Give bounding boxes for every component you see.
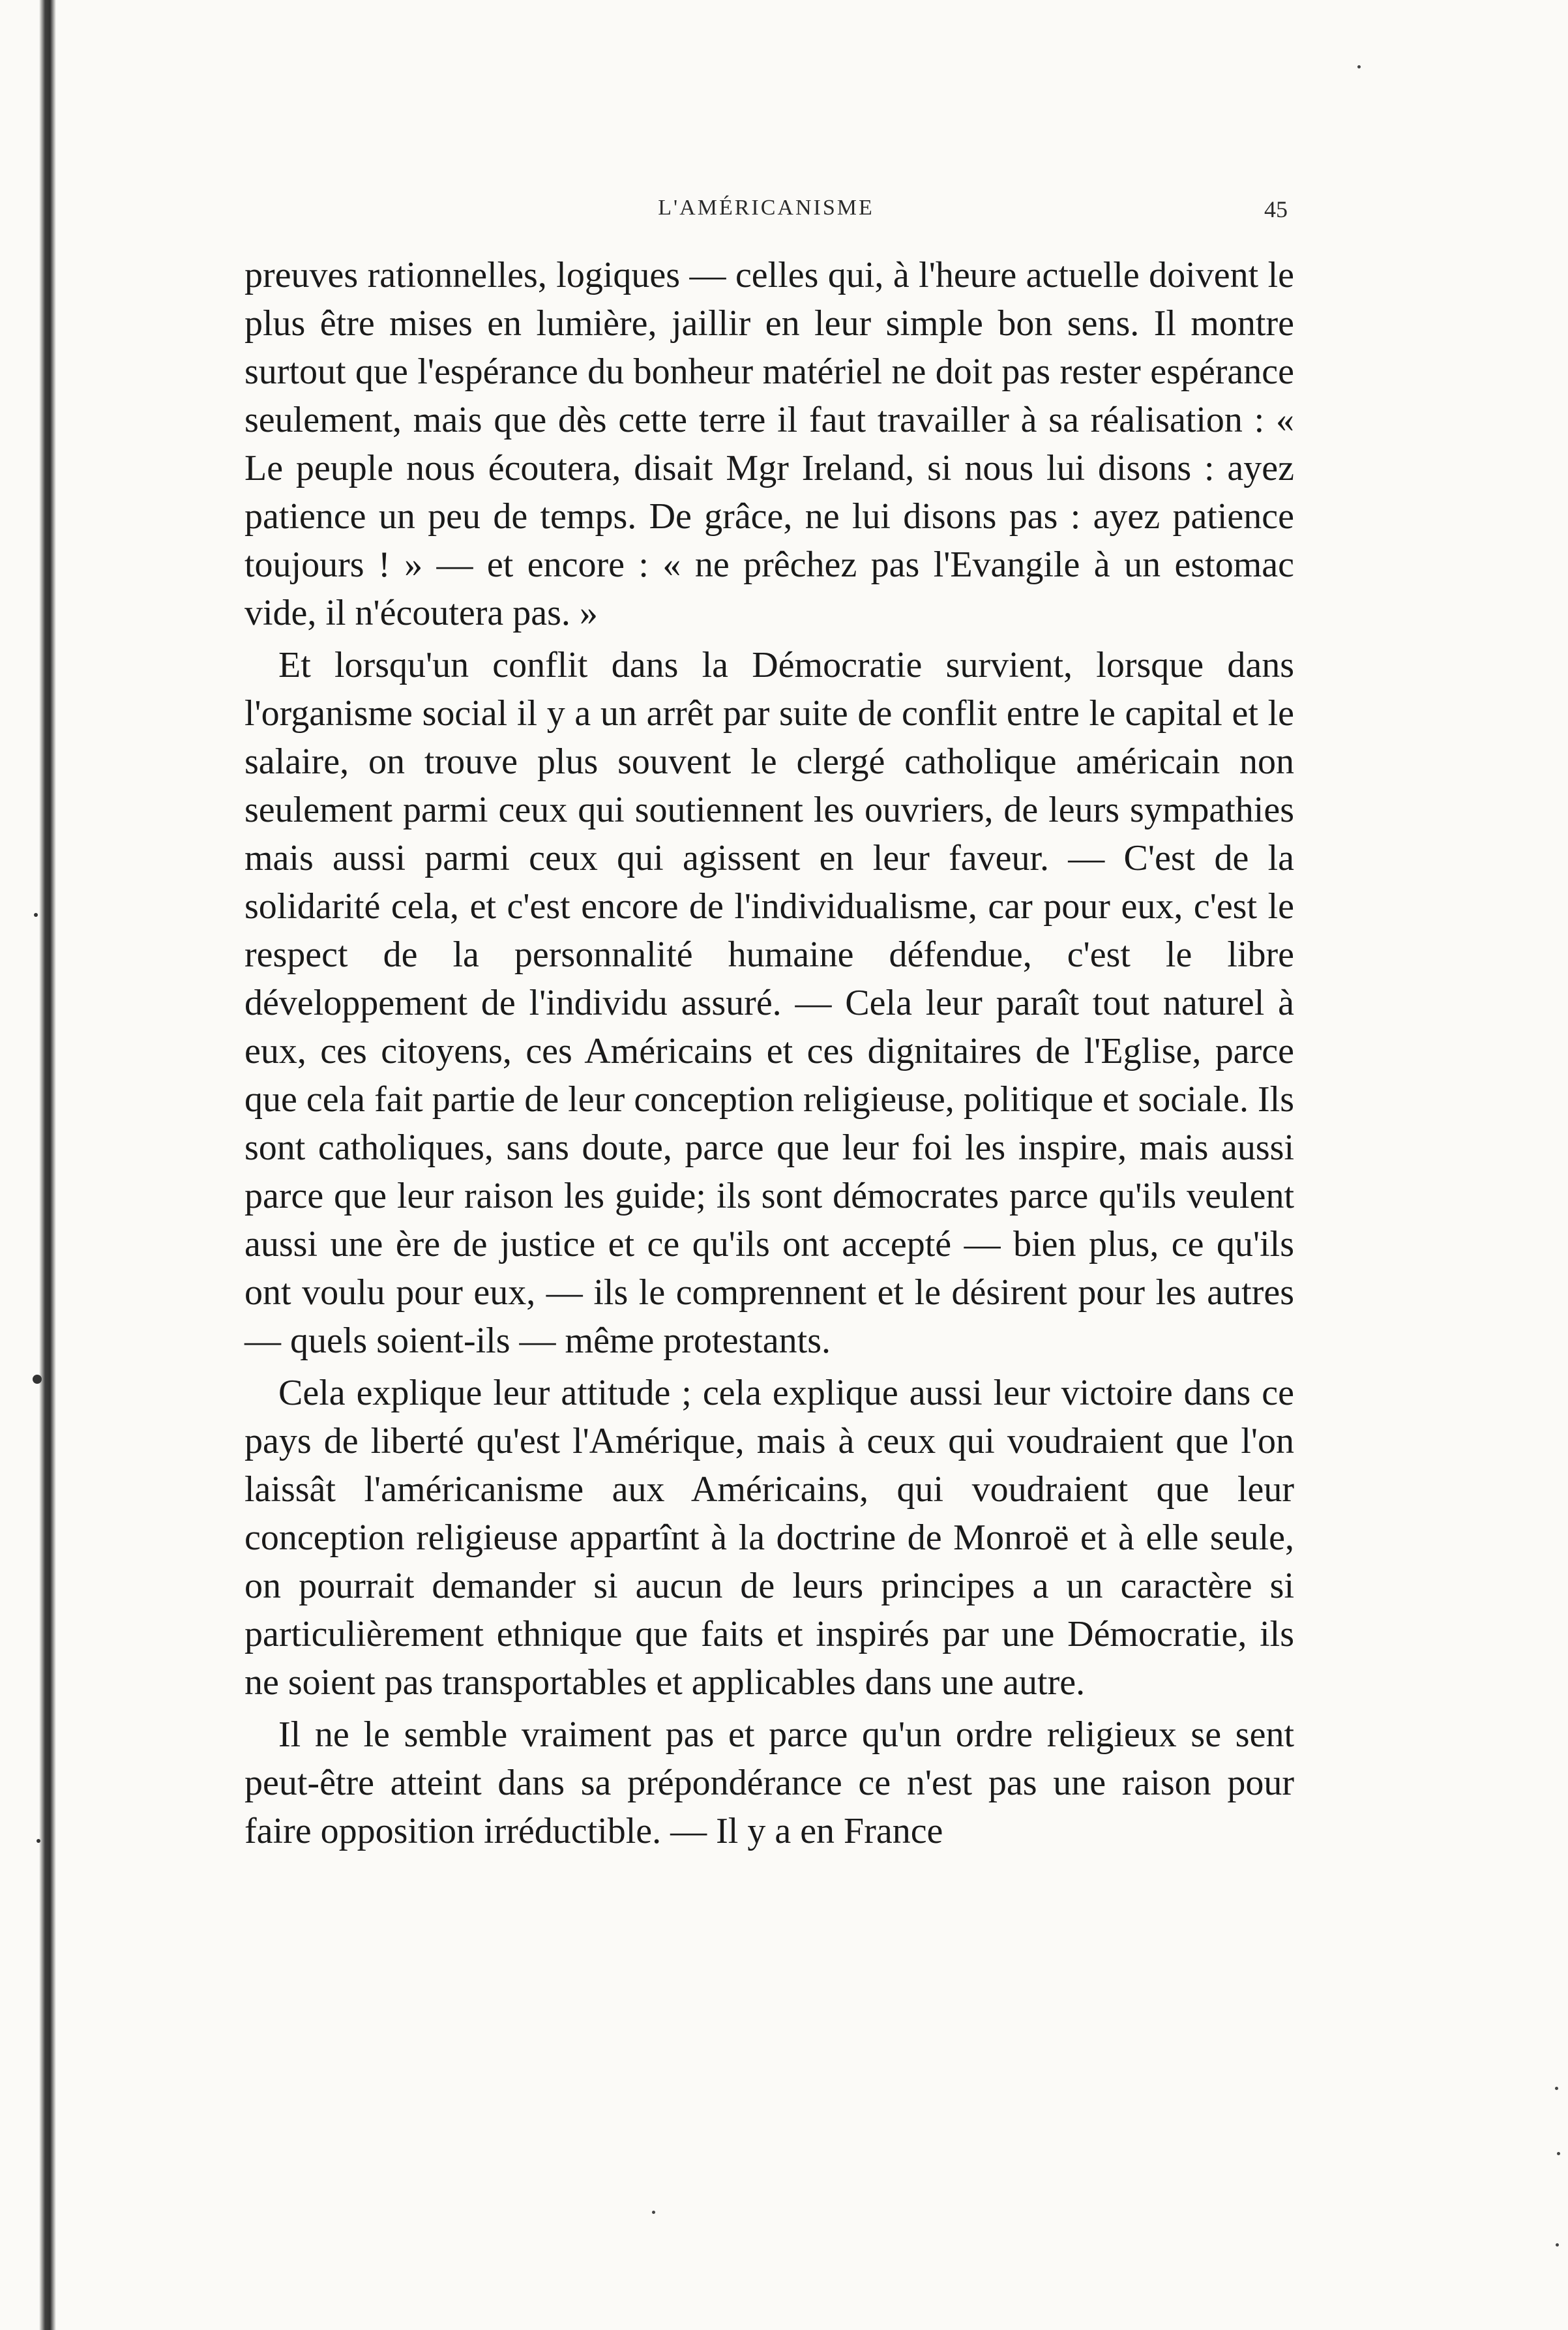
margin-mark	[1557, 2152, 1560, 2155]
paragraph-2: Et lorsqu'un conflit dans la Démocratie survient, lorsque dans l'organisme social il y a un arrêt par suite de conflit entre le capital et le salaire, on trouve plus souvent le clergé catholique américain non seulement parmi ceux qui soutiennent les ouvriers, de leurs sympathies mais aussi parmi ceux qui agissent en leur faveur. — C'est de la solidarité cela, et c'est encore de l'individualisme, car pour eux, c'est le respect de la personnalité humaine défendue, c'est le libre développement de l'individu assuré. — Cela leur paraît tout naturel à eux, ces citoyens, ces Américains et ces dignitaires de l'Eglise, parce que cela fait partie de leur conception religieuse, politique et sociale. Ils sont catholiques, sans doute, parce que leur foi les inspire, mais aussi parce que leur raison les guide; ils sont démocrates parce qu'ils veulent aussi une ère de justice et ce qu'ils ont accepté — bien plus, ce qu'ils ont voulu pour eux, — ils le comprennent et le désirent pour les autres — quels soient-ils — même protestants.	[244, 645, 1294, 1361]
binding-speck	[37, 1839, 40, 1843]
binding-speck	[34, 913, 38, 917]
paragraph-1: preuves rationnelles, logiques — celles qui, à l'heure actuelle doivent le plus être mises en lumière, jaillir en leur simple bon sens. Il montre surtout que l'espérance du bonheur matériel ne doit pas rester espérance seulement, mais que dès cette terre il faut travailler à sa réalisation : « Le peuple nous écoutera, disait Mgr Ireland, si nous lui disons : ayez patience un peu de temps. De grâce, ne lui disons pas : ayez patience toujours ! » — et encore : « ne prêchez pas l'Evangile à un estomac vide, il n'écoutera pas. »	[244, 255, 1294, 633]
body-text	[244, 251, 1294, 1859]
page-number: 45	[1264, 196, 1288, 222]
binding-speck	[33, 1375, 42, 1384]
paragraph-4: Il ne le semble vraiment pas et parce qu'un ordre religieux se sent peut-être atteint dans sa prépondérance ce n'est pas une raison pour faire opposition irréductible. — Il y a en France	[244, 1714, 1294, 1851]
margin-mark	[1357, 65, 1361, 68]
binding-edge	[39, 0, 56, 2330]
running-head: L'AMÉRICANISME	[658, 196, 874, 220]
margin-mark	[1555, 2087, 1558, 2090]
margin-mark	[1556, 2243, 1559, 2247]
margin-mark	[652, 2211, 655, 2214]
paragraph-3: Cela explique leur attitude ; cela explique aussi leur victoire dans ce pays de liberté qu'est l'Amérique, mais à ceux qui voudraient que l'on laissât l'américanisme aux Américains, qui voudraient que leur conception religieuse appartînt à la doctrine de Monroë et à elle seule, on pourrait demander si aucun de leurs principes a un caractère si particulièrement ethnique que faits et inspirés par une Démocratie, ils ne soient pas transportables et applicables dans une autre.	[244, 1373, 1294, 1703]
page-header	[244, 196, 1288, 235]
